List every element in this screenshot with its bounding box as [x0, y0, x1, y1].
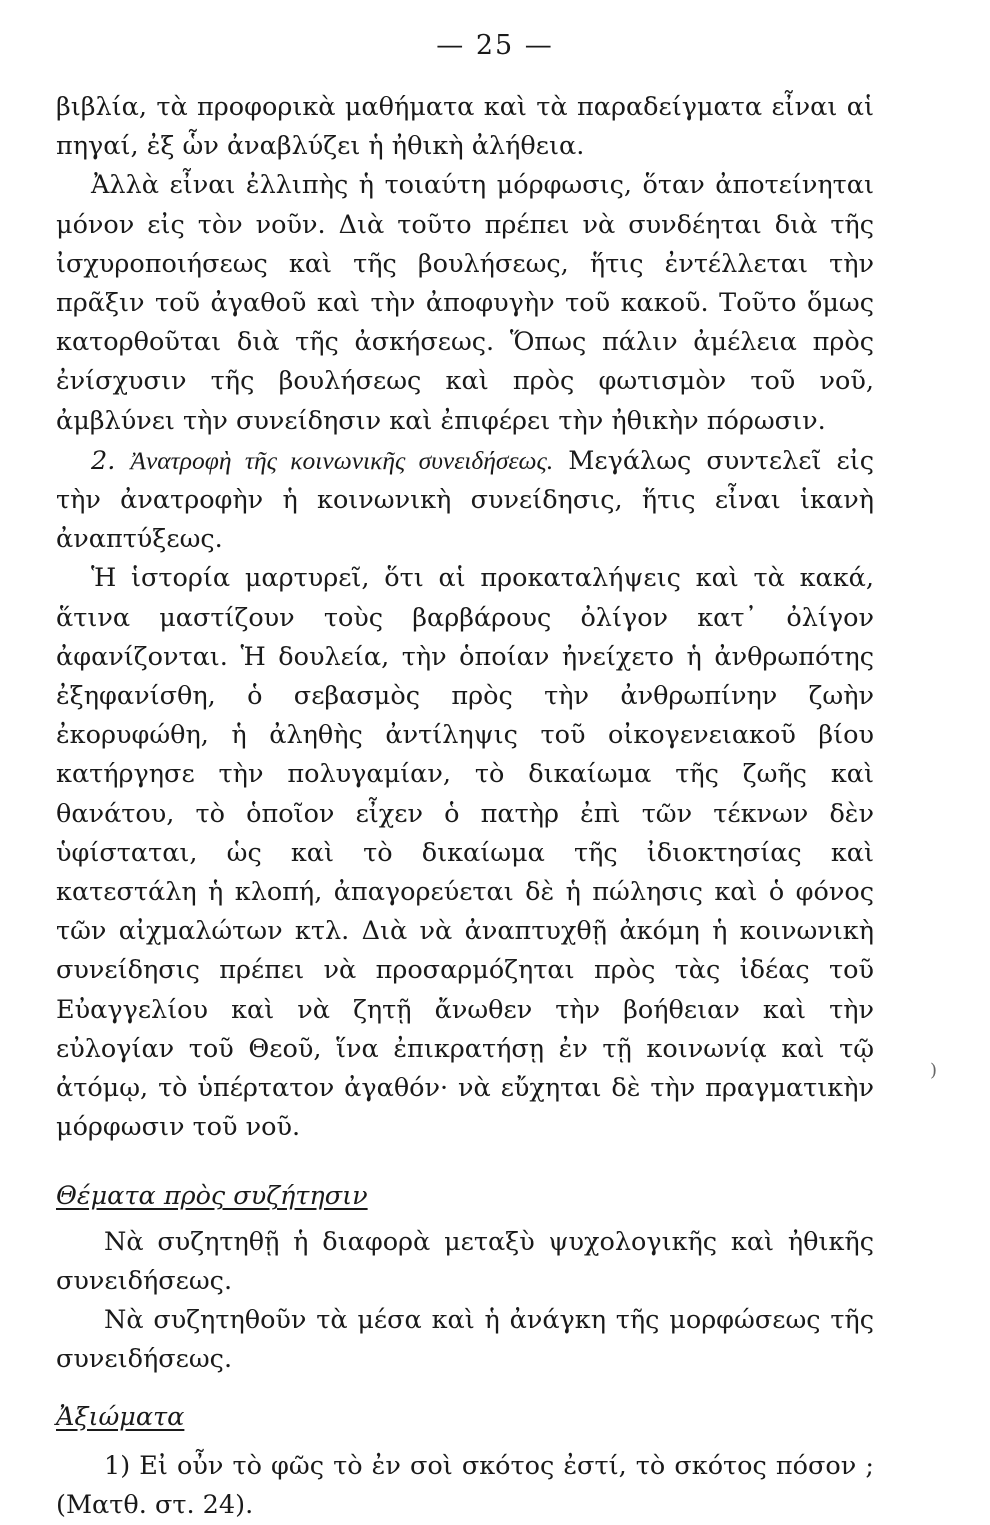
paragraph-continuation: βιβλία, τὰ προφορικὰ μαθήματα καὶ τὰ παραδείγματα εἶναι αἱ πηγαί, ἐξ ὧν ἀναβλύζει ἡ ἠθικὴ ἀλήθεια. — [56, 92, 874, 162]
discussion-heading: Θέματα πρὸς συζήτησιν — [56, 1181, 368, 1212]
margin-mark: ) — [930, 1060, 938, 1081]
page-number: — 25 — — [436, 30, 554, 61]
section-2-paragraph — [56, 441, 874, 560]
axioms-list — [56, 1447, 874, 1525]
paragraph-history: Ἡ ἱστορία μαρτυρεῖ, ὅτι αἱ προκαταλήψεις καὶ τὰ κακά, ἅτινα μαστίζουν τοὺς βαρβάρους ὀλίγον κατ᾽ ὀλίγον ἀφανίζονται. Ἡ δουλεία, τὴν ὁποίαν ἠνείχετο ἡ ἀνθρωπότης ἐξηφανίσθη, ὁ σεβασμὸς πρὸς τὴν ἀνθρωπίνην ζωὴν ἐκορυφώθη, ἡ ἀληθὴς ἀντίληψις τοῦ οἰκογενειακοῦ βίου κατήργησε τὴν πολυγαμίαν, τὸ δικαίωμα τῆς ζωῆς καὶ θανάτου, τὸ ὁποῖον εἶχεν ὁ πατὴρ ἐπὶ τῶν τέκνων δὲν ὑφίσταται, ὡς καὶ τὸ δικαίωμα τῆς ἰδιοκτησίας καὶ κατεστάλη ἡ κλοπή, ἀπαγορεύεται δὲ ἡ πώλησις καὶ ὁ φόνος τῶν αἰχμαλώτων κτλ. Διὰ νὰ ἀναπτυχθῇ ἀκόμη ἡ κοινωνικὴ συνείδησις πρέπει νὰ προσαρμόζηται πρὸς τὰς ἰδέας τοῦ Εὐαγγελίου καὶ νὰ ζητῇ ἄνωθεν τὴν βοήθειαν καὶ τὴν εὐλογίαν τοῦ Θεοῦ, ἵνα ἐπικρατήσῃ ἐν τῇ κοινωνίᾳ καὶ τῷ ἀτόμῳ, τὸ ὑπέρτατον ἀγαθόν· νὰ εὔχηται δὲ τὴν πραγματικὴν μόρφωσιν τοῦ νοῦ. — [56, 563, 874, 1143]
section-text: Μεγάλως συντελεῖ εἰς τὴν ἀνατροφὴν ἡ κοινωνικὴ συνείδησις, ἥτις εἶναι ἱκανὴ ἀναπτύξεως. — [56, 445, 874, 555]
text-block — [56, 88, 874, 1525]
discussion-item: Νὰ συζητηθῇ ἡ διαφορὰ μεταξὺ ψυχολογικῆς καὶ ἠθικῆς συνειδήσεως. — [56, 1226, 874, 1296]
axioms-heading: Ἀξιώματα — [56, 1401, 185, 1432]
section-title: Ἀνατροφὴ τῆς κοινωνικῆς συνειδήσεως. — [130, 445, 554, 475]
discussion-list — [56, 1223, 874, 1380]
axiom-item: 1) Εἰ οὖν τὸ φῶς τὸ ἐν σοὶ σκότος ἐστί, τὸ σκότος πόσον ; (Ματθ. στ. 24). — [56, 1450, 874, 1520]
paragraph-formation: Ἀλλὰ εἶναι ἐλλιπὴς ἡ τοιαύτη μόρφωσις, ὅταν ἀποτείνηται μόνον εἰς τὸν νοῦν. Διὰ τοῦτο πρέπει νὰ συνδέηται διὰ τῆς ἰσχυροποιήσεως καὶ τῆς βουλήσεως, ἥτις ἐντέλλεται τὴν πρᾶξιν τοῦ ἀγαθοῦ καὶ τὴν ἀποφυγὴν τοῦ κακοῦ. Τοῦτο ὅμως κατορθοῦται διὰ τῆς ἀσκήσεως. Ὅπως πάλιν ἀμέλεια πρὸς ἐνίσχυσιν τῆς βουλήσεως καὶ πρὸς φωτισμὸν τοῦ νοῦ, ἀμβλύνει τὴν συνείδησιν καὶ ἐπιφέρει τὴν ἠθικὴν πόρωσιν. — [56, 170, 874, 436]
section-number: 2. — [91, 445, 116, 476]
discussion-item: Νὰ συζητηθοῦν τὰ μέσα καὶ ἡ ἀνάγκη τῆς μορφώσεως τῆς συνειδήσεως. — [56, 1305, 874, 1375]
